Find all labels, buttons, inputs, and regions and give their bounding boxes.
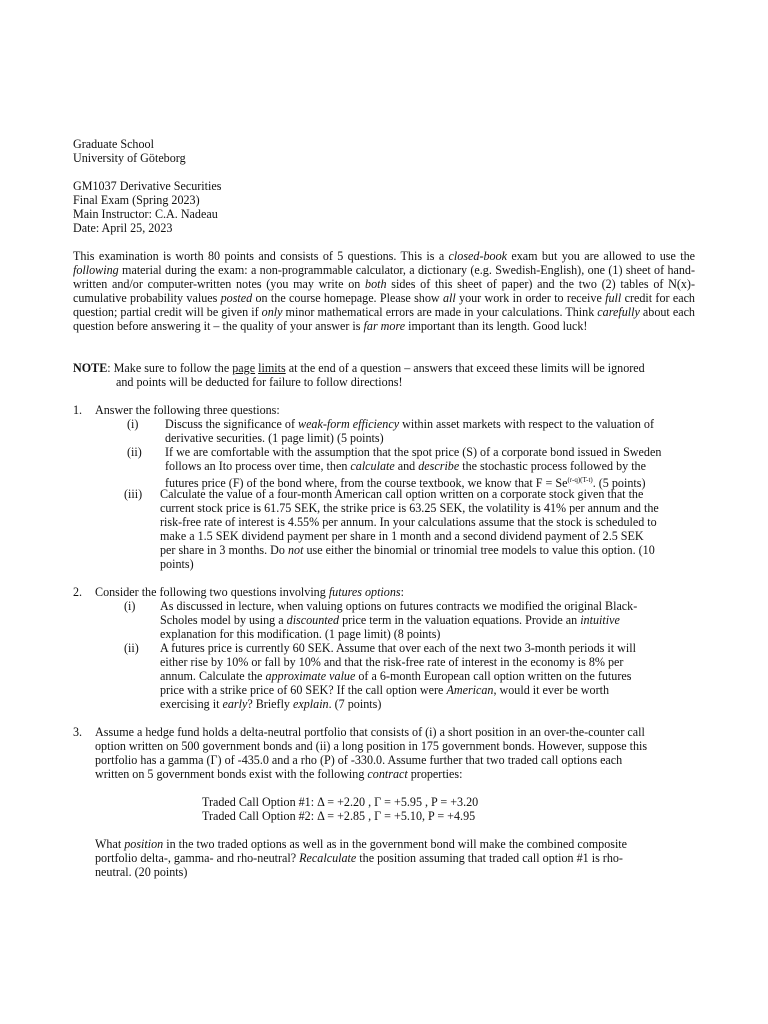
- q1-iii-text: Calculate the value of a four-month American call option written on a corporate stock given that the current stock price is 61.75 SEK, the strike price is 63.25 SEK, the volatility is 41% per annum and the risk-free rate of interest is 4.55% per annum. In your calculations assume that the stock is scheduled to make a 1.5 SEK dividend payment per share in 1 month and a second dividend payment of 2.5 SEK per share in 3 months. Do not use either the binomial or trinomial tree models to value this option. (10 points): [160, 487, 659, 571]
- school-name: Graduate School: [73, 137, 154, 151]
- question-1-number: 1.: [73, 403, 83, 417]
- exam-name: Final Exam (Spring 2023): [73, 192, 200, 207]
- q2-i-text: As discussed in lecture, when valuing options on futures contracts we modified the original Black- Scholes model by using a discounted price term in the valuation equations. Provide an intuitive explanation for this modification. (1 page limit) (8 points): [160, 599, 638, 641]
- note-block: NOTE: Make sure to follow the page limits at the end of a question – answers that exceed these limits will be ignored and points will be deducted for failure to follow directions!: [73, 361, 645, 389]
- intro-paragraph: This examination is worth 80 points and consists of 5 questions. This is a closed-book exam but you are allowed to use the following material during the exam: a non-programmable calculator, a dictionary (e.g. Swedish-English), one (1) sheet of hand-written and/or computer-written notes (you may write on both sides of this sheet of paper) and the two (2) tables of N(x)-cumulative probability values posted on the course homepage. Please show all your work in order to receive full credit for each question; partial credit will be given if only minor mathematical errors are made in your calculations. Think carefully about each question before answering it – the quality of your answer is far more important than its length. Good luck!: [73, 249, 695, 333]
- exam-date: Date: April 25, 2023: [73, 220, 173, 235]
- header-block: [73, 138, 695, 166]
- question-2-stem: Consider the following two questions involving futures options:: [95, 585, 404, 599]
- q1-ii-label: (ii): [127, 445, 142, 459]
- question-3-number: 3.: [73, 725, 83, 739]
- question-1-stem: Answer the following three questions:: [95, 403, 280, 417]
- q2-ii-label: (ii): [124, 641, 139, 655]
- q1-i-text: Discuss the significance of weak-form efficiency within asset markets with respect to the valuation of derivative securities. (1 page limit) (5 points): [165, 417, 654, 445]
- traded-option-2: Traded Call Option #2: Δ = +2.85 , Γ = +5.10, P = +4.95: [202, 808, 476, 823]
- traded-options: [202, 796, 602, 824]
- university-name: University of Göteborg: [73, 150, 186, 165]
- q1-i-label: (i): [127, 417, 139, 431]
- traded-option-1: Traded Call Option #1: Δ = +2.20 , Γ = +5.95 , P = +3.20: [202, 795, 479, 809]
- course-info: [73, 180, 695, 236]
- q2-i-label: (i): [124, 599, 136, 613]
- question-2-number: 2.: [73, 585, 83, 599]
- q1-ii-text: If we are comfortable with the assumption that the spot price (S) of a corporate bond issued in Sweden follows an Ito process over time, then calculate and describe the stochastic process followed by the futures price (F) of the bond where, from the course textbook, we know that $F = Se^{(r-q)(T-t)}$. (5 points): [165, 445, 662, 490]
- instructor: Main Instructor: C.A. Nadeau: [73, 206, 218, 221]
- question-3-prompt: What position in the two traded options as well as in the government bond will make the combined composite portfolio delta-, gamma- and rho-neutral? Recalculate the position assuming that traded call option #1 is rho- neutral. (20 points): [95, 837, 628, 879]
- note-label: NOTE: [73, 361, 108, 375]
- q2-ii-text: A futures price is currently 60 SEK. Assume that over each of the next two 3-month periods it will either rise by 10% or fall by 10% and that the risk-free rate of interest in the economy is 8% per annum. Calculate the approximate value of a 6-month European call option written on the futures price with a strike price of 60 SEK? If the call option were American, would it ever be worth exercising it early? Briefly explain. (7 points): [160, 641, 636, 711]
- q1-iii-label: (iii): [124, 487, 143, 501]
- course-title: GM1037 Derivative Securities: [73, 179, 222, 193]
- question-3-text: Assume a hedge fund holds a delta-neutral portfolio that consists of (i) a short position in an over-the-counter call option written on 500 government bonds and (ii) a long position in 175 government bonds. However, suppose this portfolio has a gamma (Γ) of -435.0 and a rho (P) of -330.0. Assume further that two traded call options each written on 5 government bonds exist with the following contract properties:: [95, 725, 648, 781]
